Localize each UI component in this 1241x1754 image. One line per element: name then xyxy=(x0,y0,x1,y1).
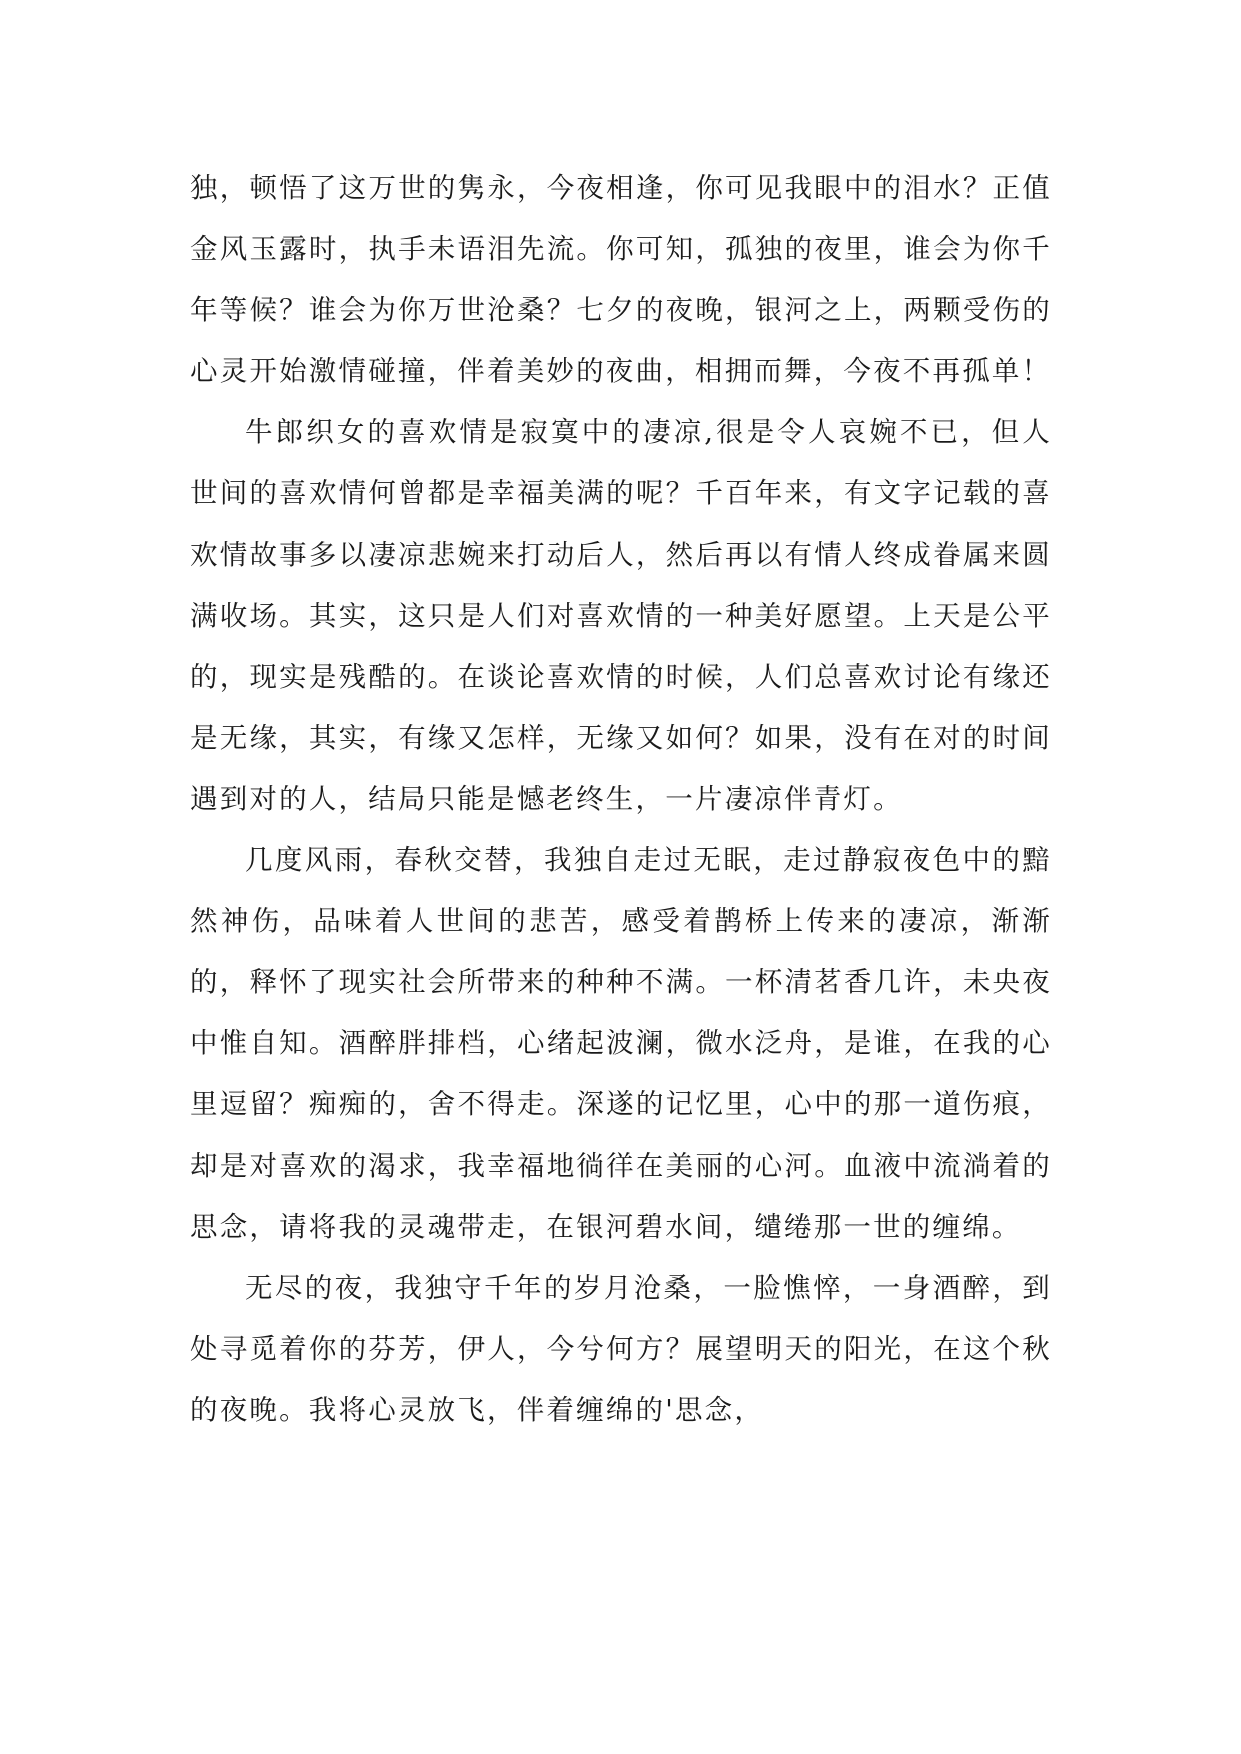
paragraph-4: 无尽的夜，我独守千年的岁月沧桑，一脸憔悴，一身酒醉，到处寻觅着你的芬芳，伊人，今兮何方？展望明天的阳光，在这个秋的夜晚。我将心灵放飞，伴着缠绵的'思念， xyxy=(190,1271,1052,1426)
paragraph-3: 几度风雨，春秋交替，我独自走过无眠，走过静寂夜色中的黯然神伤，品味着人世间的悲苦，感受着鹊桥上传来的凄凉，渐渐的，释怀了现实社会所带来的种种不满。一杯清茗香几许，未央夜中惟自知。酒醉胖排档，心绪起波澜，微水泛舟，是谁，在我的心里逗留？痴痴的，舍不得走。深遂的记忆里，心中的那一道伤痕，却是对喜欢的渴求，我幸福地徜徉在美丽的心河。血液中流淌着的思念，请将我的灵魂带走，在银河碧水间，缱绻那一世的缠绵。 xyxy=(190,844,1052,1243)
paragraph-1: 独，顿悟了这万世的隽永，今夜相逢，你可见我眼中的泪水？正值金风玉露时，执手未语泪先流。你可知，孤独的夜里，谁会为你千年等候？谁会为你万世沧桑？七夕的夜晚，银河之上，两颗受伤的心灵开始激情碰撞，伴着美妙的夜曲，相拥而舞，今夜不再孤单！ xyxy=(190,172,1052,388)
paragraph-2: 牛郎织女的喜欢情是寂寞中的凄凉,很是令人哀婉不已，但人世间的喜欢情何曾都是幸福美满的呢？千百年来，有文字记载的喜欢情故事多以凄凉悲婉来打动后人，然后再以有情人终成眷属来圆满收场。其实，这只是人们对喜欢情的一种美好愿望。上天是公平的，现实是残酷的。在谈论喜欢情的时候，人们总喜欢讨论有缘还是无缘，其实，有缘又怎样，无缘又如何？如果，没有在对的时间遇到对的人，结局只能是憾老终生，一片凄凉伴青灯。 xyxy=(190,416,1052,815)
document-body xyxy=(190,158,1052,1441)
